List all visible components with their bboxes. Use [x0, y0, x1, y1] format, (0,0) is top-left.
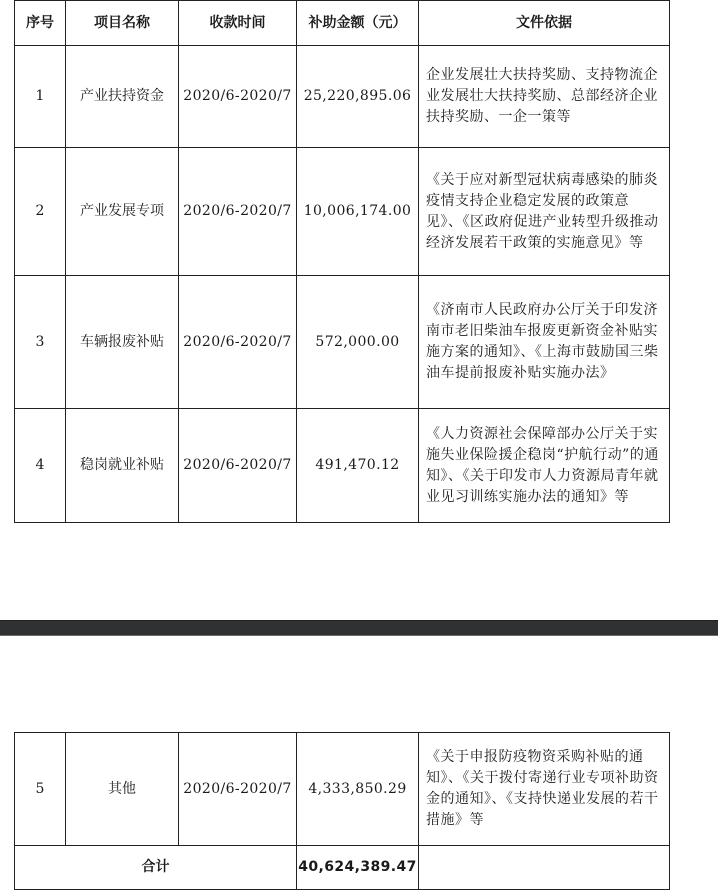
row-seq: 4 [15, 409, 66, 523]
table-row [15, 276, 670, 409]
row-amount: 572,000.00 [297, 276, 419, 409]
row-period: 2020/6-2020/7 [179, 46, 297, 148]
row-period: 2020/6-2020/7 [179, 276, 297, 409]
row-period: 2020/6-2020/7 [179, 733, 297, 846]
header-period: 收款时间 [179, 1, 297, 46]
row-basis: 《人力资源社会保障部办公厅关于实施失业保险援企稳岗“护航行动”的通知》、《关于印发市人力资源局青年就业见习训练实施办法的通知》等 [419, 409, 670, 523]
row-name: 稳岗就业补贴 [66, 409, 179, 523]
row-seq: 5 [15, 733, 66, 846]
subsidy-table [14, 0, 670, 523]
row-amount: 10,006,174.00 [297, 148, 419, 276]
row-seq: 2 [15, 148, 66, 276]
row-amount: 4,333,850.29 [297, 733, 419, 846]
page-separator [0, 620, 718, 636]
row-name: 产业扶持资金 [66, 46, 179, 148]
total-amount: 40,624,389.47 [297, 846, 419, 890]
document-page-bottom [0, 636, 718, 883]
row-name: 车辆报废补贴 [66, 276, 179, 409]
table-row [15, 733, 670, 846]
row-basis: 企业发展壮大扶持奖励、支持物流企业发展壮大扶持奖励、总部经济企业扶持奖励、一企一策等 [419, 46, 670, 148]
table-row [15, 409, 670, 523]
row-basis: 《关于申报防疫物资采购补贴的通知》、《关于拨付寄递行业专项补助资金的通知》、《支持快递业发展的若干措施》等 [419, 733, 670, 846]
row-basis: 《关于应对新型冠状病毒感染的肺炎疫情支持企业稳定发展的政策意见》、《区政府促进产业转型升级推动经济发展若干政策的实施意见》等 [419, 148, 670, 276]
table-row [15, 148, 670, 276]
row-name: 产业发展专项 [66, 148, 179, 276]
row-seq: 1 [15, 46, 66, 148]
table-header-row [15, 1, 670, 46]
row-period: 2020/6-2020/7 [179, 148, 297, 276]
row-amount: 25,220,895.06 [297, 46, 419, 148]
row-basis: 《济南市人民政府办公厅关于印发济南市老旧柴油车报废更新资金补贴实施方案的通知》、《上海市鼓励国三柴油车提前报废补贴实施办法》 [419, 276, 670, 409]
row-name: 其他 [66, 733, 179, 846]
header-basis: 文件依据 [419, 1, 670, 46]
row-amount: 491,470.12 [297, 409, 419, 523]
header-amount: 补助金额（元） [297, 1, 419, 46]
header-seq: 序号 [15, 1, 66, 46]
table-row [15, 46, 670, 148]
row-period: 2020/6-2020/7 [179, 409, 297, 523]
subsidy-table-continued [14, 732, 670, 890]
header-name: 项目名称 [66, 1, 179, 46]
row-seq: 3 [15, 276, 66, 409]
total-label: 合计 [15, 846, 297, 890]
